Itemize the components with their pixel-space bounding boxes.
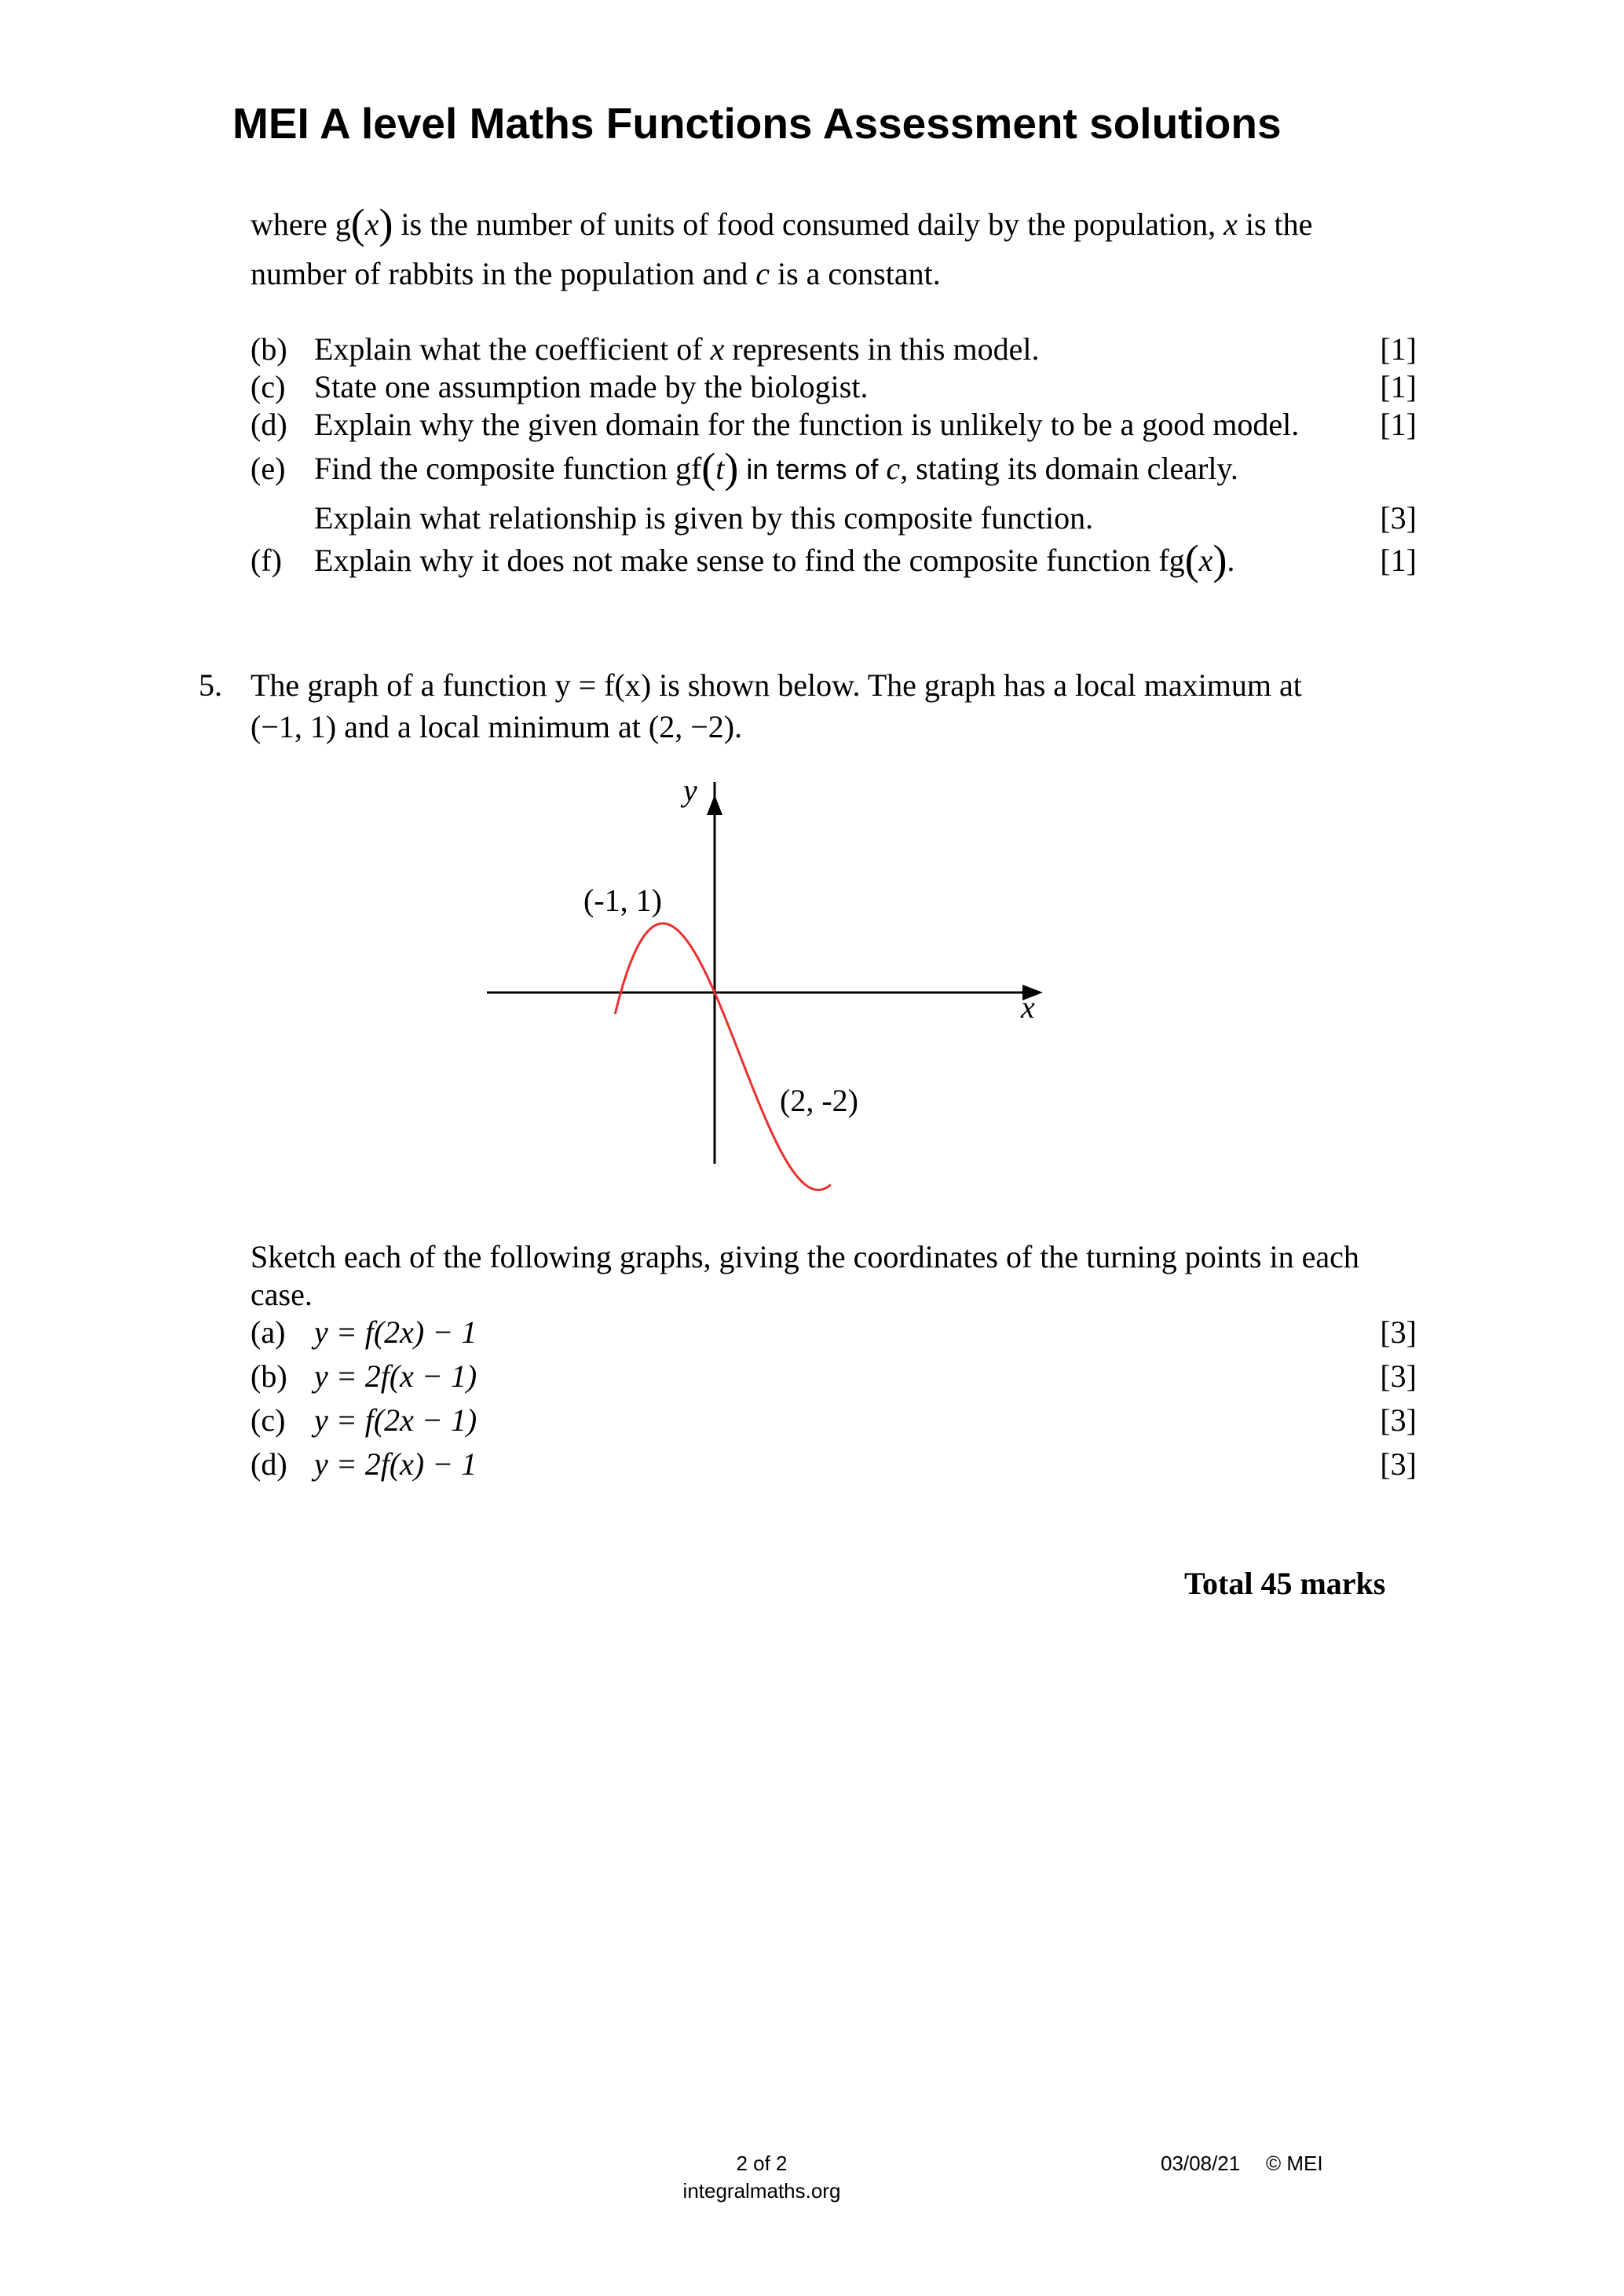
footer-site: integralmaths.org [682,2179,841,2203]
marks: [3] [1380,1446,1417,1482]
gf-expression: gf(t) [675,444,739,492]
marks: [3] [1380,500,1417,536]
fg-expression: fg(x) [1158,536,1227,583]
intro-line-1: where g(x) is the number of units of food consumed daily by the population, x is the [251,200,1313,247]
sketch-instruction-line-2: case. [251,1277,313,1312]
footer-copyright: © MEI [1266,2152,1323,2175]
y-axis-label: y [683,773,697,808]
marks: [3] [1380,1314,1417,1350]
q5-number: 5. [199,667,222,703]
marks: [1] [1380,369,1417,404]
q5-line-2: (−1, 1) and a local minimum at (2, −2). [251,709,743,744]
marks: [3] [1380,1358,1417,1394]
marks: [1] [1380,543,1417,578]
expression: y = f(2x) − 1 [314,1314,477,1350]
page-title: MEI A level Maths Functions Assessment solutions [232,99,1282,148]
expression: y = 2f(x − 1) [314,1358,477,1394]
y-axis-arrow [707,795,722,815]
x-axis-label: x [1021,989,1035,1025]
function-graph [471,754,1068,1209]
gx-expression: g(x) [335,200,393,247]
function-curve [615,923,831,1190]
local-max-label: (-1, 1) [583,883,662,918]
marks: [1] [1380,331,1417,367]
footer-page-number: 2 of 2 [736,2152,788,2175]
marks: [1] [1380,407,1417,442]
marks: [3] [1380,1402,1417,1438]
expression: y = 2f(x) − 1 [314,1446,477,1482]
local-min-label: (2, -2) [780,1083,858,1118]
footer-date: 03/08/21 [1161,2152,1241,2175]
intro-line-2: number of rabbits in the population and c is a constant. [251,256,941,291]
q5-line-1: The graph of a function y = f(x) is shown below. The graph has a local maximum at [251,667,1302,703]
expression: y = f(2x − 1) [314,1402,477,1438]
total-marks: Total 45 marks [1184,1566,1386,1601]
sketch-instruction-line-1: Sketch each of the following graphs, giving the coordinates of the turning points in each [251,1239,1359,1274]
